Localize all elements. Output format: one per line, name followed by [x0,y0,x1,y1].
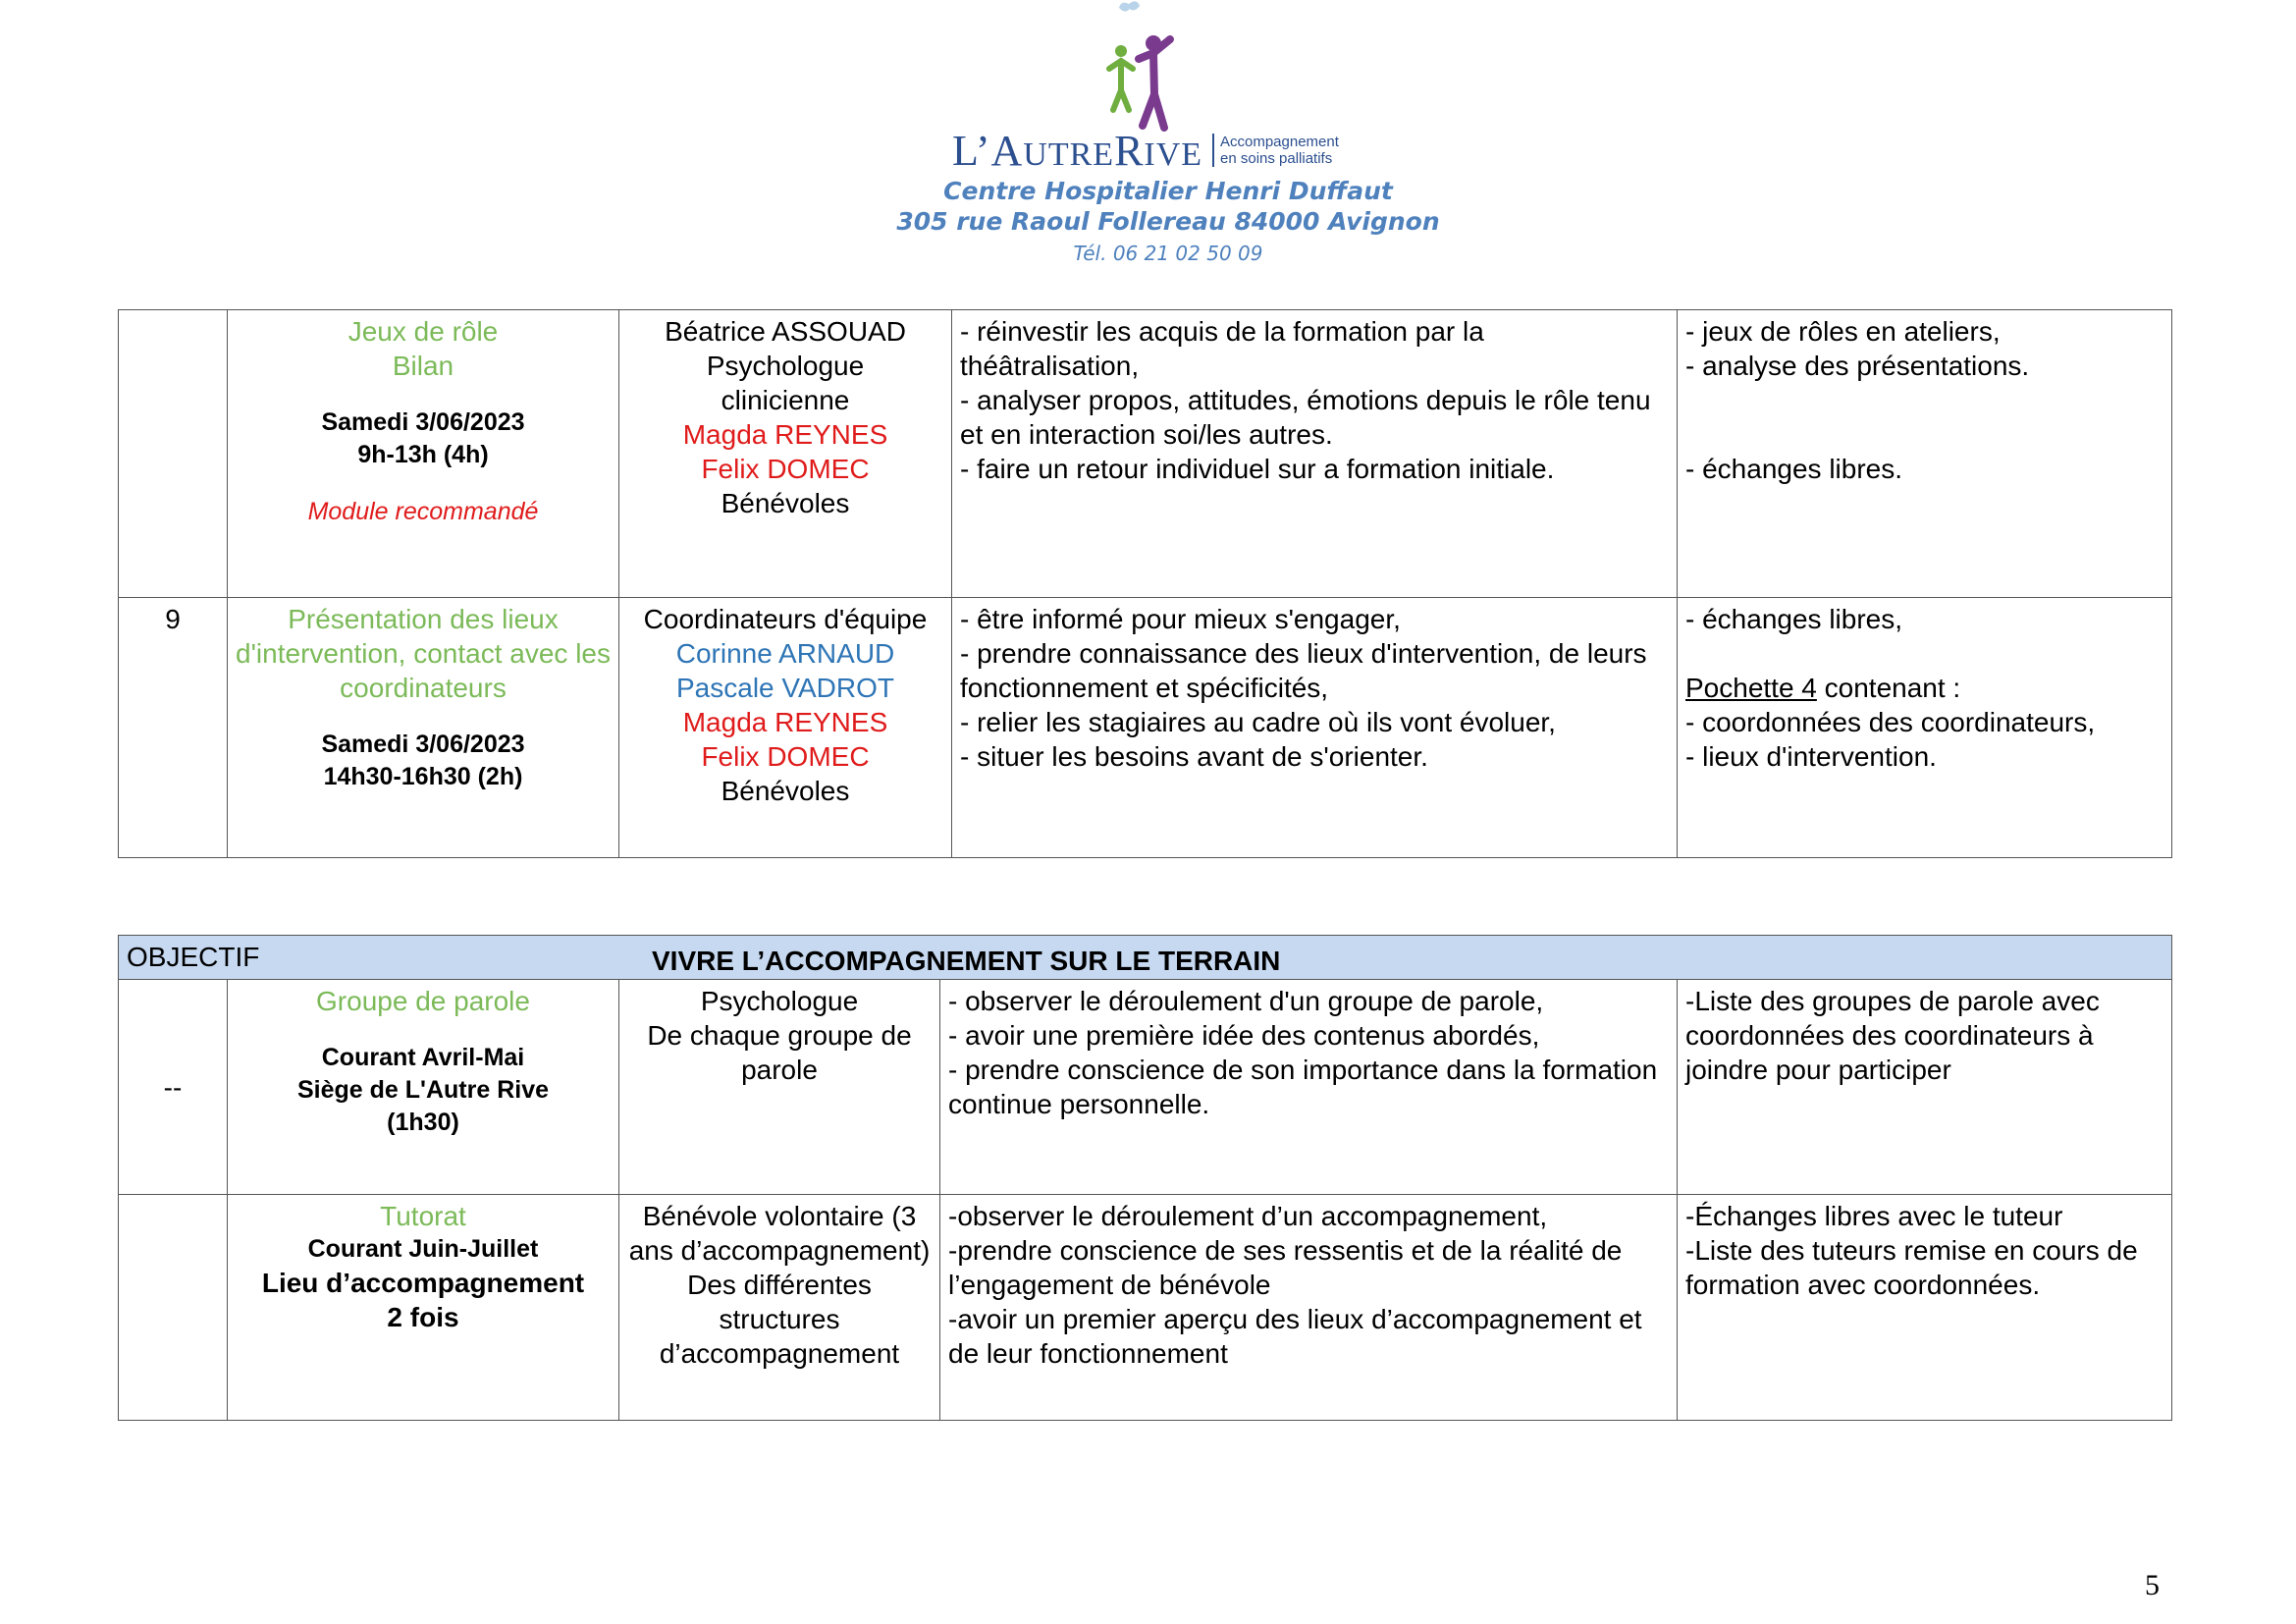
objective-line: - avoir une première idée des contenus abordés, [948,1020,1540,1051]
speaker-line: Pascale VADROT [676,673,894,703]
people-figures-logo-icon [1099,0,1188,137]
objective-line: -prendre conscience de ses ressentis et de la réalité de l’engagement de bénévole [948,1235,1623,1300]
speaker-line: Coordinateurs d'équipe [643,604,928,634]
module-date: Samedi 3/06/2023 [321,408,525,436]
method-line: -Liste des groupes de parole avec coordonnées des coordinateurs à joindre pour participer [1685,986,2100,1085]
logo-letter: UTRE [1023,136,1115,173]
table-row [119,310,2172,598]
module-frequency: 2 fois [387,1302,459,1332]
address-street: 305 rue Raoul Follereau 84000 Avignon [896,207,1440,236]
table-row [119,1195,2172,1421]
speaker-line: Corinne ARNAUD [675,638,895,669]
speaker-line: Des différentes structures d’accompagnement [659,1270,900,1369]
page-number: 5 [2145,1569,2160,1601]
training-modules-table [118,309,2172,858]
module-place: Lieu d’accompagnement [261,1268,585,1298]
module-note: Module recommandé [307,498,539,525]
speaker-line: Psychologue [706,351,865,381]
address-phone: Tél. 06 21 02 50 09 [1073,242,1263,265]
module-title-cell [228,1195,619,1421]
module-title-line: Jeux de rôle [347,316,499,347]
speakers-cell [619,310,952,598]
module-date: Samedi 3/06/2023 [321,731,525,758]
methods-cell [1678,1195,2172,1421]
methods-cell [1678,598,2172,858]
module-number-cell: -- [119,980,228,1195]
objective-header-row [119,936,2172,980]
module-number-cell [119,310,228,598]
method-line: - coordonnées des coordinateurs, [1685,707,2096,737]
table-row [119,598,2172,858]
objective-line: - réinvestir les acquis de la formation par la théâtralisation, [960,316,1484,381]
module-detail: (1h30) [387,1109,459,1136]
objective-label: OBJECTIF [127,942,260,972]
method-line: - échanges libres, [1685,604,1903,634]
method-line: - lieux d'intervention. [1685,741,1937,772]
objective-line: - observer le déroulement d'un groupe de parole, [948,986,1544,1016]
objectives-cell [952,598,1678,858]
pochette-label: Pochette 4 [1685,673,1817,703]
objectives-cell [952,310,1678,598]
logo-letter: R [1114,127,1145,175]
speaker-line: Felix DOMEC [701,741,870,772]
objective-line: - prendre connaissance des lieux d'intervention, de leurs fonctionnement et spécificités, [960,638,1647,703]
objectives-cell [940,1195,1678,1421]
logo-letter: A [990,127,1024,175]
objective-line: - situer les besoins avant de s'orienter. [960,741,1428,772]
module-detail: Siège de L'Autre Rive [296,1076,550,1104]
module-title-cell [228,598,619,858]
speaker-line: Bénévoles [721,776,850,806]
speaker-line: clinicienne [721,385,850,415]
methods-cell [1678,980,2172,1195]
objective-line: - faire un retour individuel sur a formation initiale. [960,454,1555,484]
logo-tagline-line: en soins palliatifs [1220,150,1333,167]
logo-tagline-line: Accompagnement [1220,134,1339,150]
method-line: -Liste des tuteurs remise en cours de formation avec coordonnées. [1685,1235,2138,1300]
objective-line: - relier les stagiaires au cadre où ils vont évoluer, [960,707,1556,737]
speaker-line: Felix DOMEC [701,454,870,484]
speaker-line: Bénévoles [721,488,850,518]
method-line: -Échanges libres avec le tuteur [1685,1201,2063,1231]
speakers-cell [619,598,952,858]
table-row [119,980,2172,1195]
objective-title: VIVRE L’ACCOMPAGNEMENT SUR LE TERRAIN [652,946,1281,976]
objective-line: -observer le déroulement d’un accompagnement, [948,1201,1548,1231]
speakers-cell [619,1195,940,1421]
objectives-cell [940,980,1678,1195]
logo-wordmark [952,126,1202,176]
pochette-text: contenant : [1816,673,1961,703]
objective-line: - analyser propos, attitudes, émotions depuis le rôle tenu et en interaction soi/les autres. [960,385,1651,450]
module-title-line: Groupe de parole [316,986,530,1016]
address-organisation: Centre Hospitalier Henri Duffaut [943,177,1393,205]
speaker-line: De chaque groupe de parole [647,1020,912,1085]
module-title-line: Tutorat [380,1201,466,1231]
module-title-line: Bilan [392,351,454,381]
speaker-line: Magda REYNES [682,707,888,737]
method-line: - analyse des présentations. [1685,351,2030,381]
module-period: Courant Juin-Juillet [307,1235,539,1263]
module-time: 14h30-16h30 (2h) [323,763,523,790]
module-time: 9h-13h (4h) [357,441,489,468]
speaker-line: Psychologue [700,986,859,1016]
module-title-cell [228,980,619,1195]
objective-header-cell [119,936,2172,980]
objective-line: - prendre conscience de son importance dans la formation continue personnelle. [948,1055,1658,1119]
speaker-line: Magda REYNES [682,419,888,450]
pochette-line [1685,671,2163,705]
module-title-line: Présentation des lieux d'intervention, contact avec les coordinateurs [236,604,612,703]
speaker-line: Béatrice ASSOUAD [665,316,906,347]
objective-line: -avoir un premier aperçu des lieux d’accompagnement et de leur fonctionnement [948,1304,1642,1369]
speaker-line: Bénévole volontaire (3 ans d’accompagnement) [628,1201,931,1266]
module-title-cell [228,310,619,598]
logo-tagline [1212,134,1339,167]
module-number-cell: 9 [119,598,228,858]
logo-letter: IVE [1144,136,1203,173]
module-number-cell [119,1195,228,1421]
field-practice-table [118,935,2172,1421]
logo-letter: L’ [952,127,991,175]
method-line: - jeux de rôles en ateliers, [1685,316,2001,347]
methods-cell [1678,310,2172,598]
module-detail: Courant Avril-Mai [321,1044,525,1071]
method-line: - échanges libres. [1685,454,1903,484]
speakers-cell [619,980,940,1195]
objective-line: - être informé pour mieux s'engager, [960,604,1401,634]
